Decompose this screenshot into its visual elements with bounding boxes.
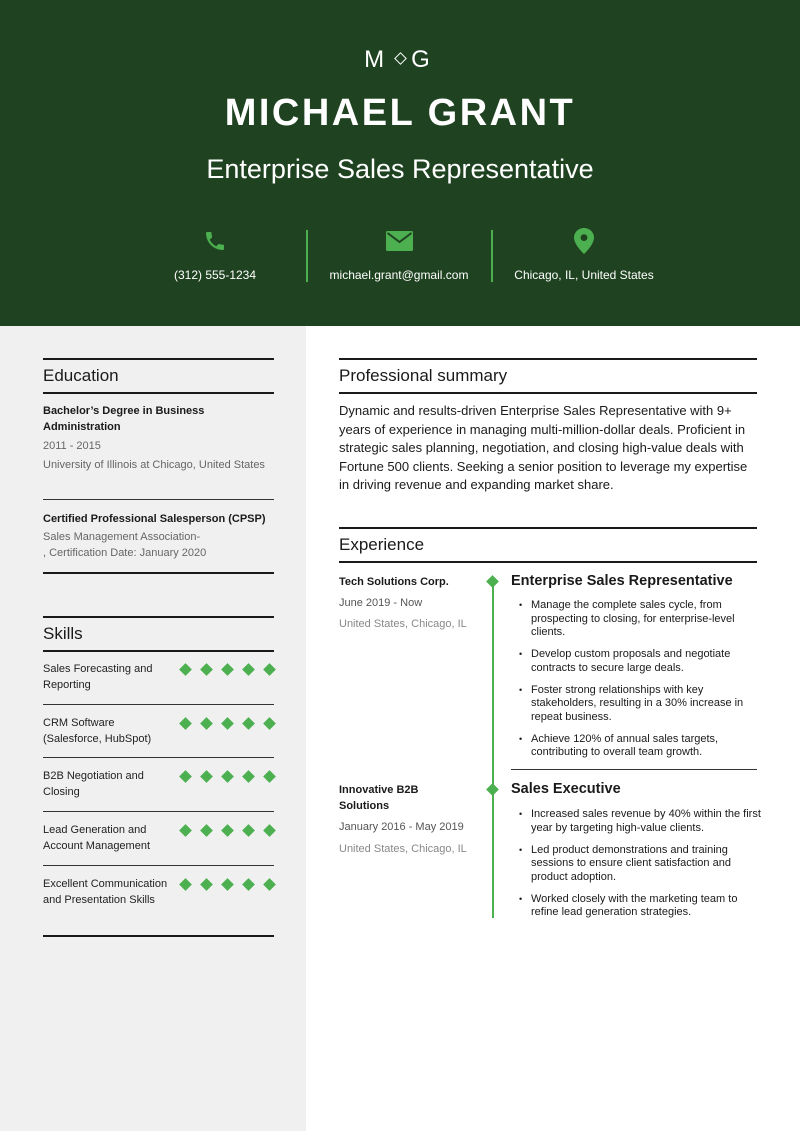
section-rule xyxy=(339,392,757,394)
job-bullet: • Achieve 120% of annual sales targets, contributing to overall team growth. xyxy=(511,733,766,760)
skill-name: B2B Negotiation and Closing xyxy=(43,770,144,798)
section-rule xyxy=(43,935,274,937)
section-rule xyxy=(43,392,274,394)
skill-diamond-icon xyxy=(221,824,234,837)
section-rule xyxy=(339,358,757,360)
skill-diamond-icon xyxy=(179,770,192,783)
skill-diamond-icon xyxy=(200,770,213,783)
skill-diamond-icon xyxy=(221,770,234,783)
skill-diamond-icon xyxy=(179,717,192,730)
skills-heading: Skills xyxy=(43,624,83,643)
diamond-icon xyxy=(394,52,407,65)
education-degree: Certified Professional Salesperson (CPSP) xyxy=(43,513,266,525)
contact-location xyxy=(499,228,669,284)
skill-diamond-icon xyxy=(242,717,255,730)
skill-diamond-icon xyxy=(221,717,234,730)
job-role: Sales Executive xyxy=(511,781,621,797)
section-rule xyxy=(339,561,757,563)
skill-name: Excellent Communication and Presentation Skills xyxy=(43,878,168,906)
skill-diamond-icon xyxy=(242,824,255,837)
section-rule xyxy=(43,650,274,652)
education-years: 2011 - 2015 xyxy=(43,440,101,452)
skill-diamond-icon xyxy=(242,878,255,891)
email-icon xyxy=(314,228,484,254)
contact-divider xyxy=(491,230,493,282)
job-location: United States, Chicago, IL xyxy=(339,618,467,630)
education-details: Sales Management Association- , Certification Date: January 2020 xyxy=(43,531,207,559)
section-rule xyxy=(43,616,274,618)
skill-diamond-icon xyxy=(200,824,213,837)
skill-diamond-icon xyxy=(221,878,234,891)
skill-diamond-icon xyxy=(221,663,234,676)
monogram-right: G xyxy=(411,46,436,73)
job-bullets xyxy=(511,808,766,928)
skill-diamond-icon xyxy=(263,663,276,676)
job-company: Innovative B2B Solutions xyxy=(339,784,419,812)
skill-diamond-icon xyxy=(179,878,192,891)
resume-header xyxy=(0,0,800,326)
location-pin-icon xyxy=(499,228,669,254)
timeline-diamond-icon xyxy=(486,575,499,588)
monogram xyxy=(0,46,800,74)
divider xyxy=(43,499,274,500)
skill-diamond-icon xyxy=(263,770,276,783)
skill-name: Lead Generation and Account Management xyxy=(43,824,151,852)
section-rule xyxy=(43,358,274,360)
section-rule xyxy=(43,572,274,574)
phone-text[interactable]: (312) 555-1234 xyxy=(173,268,257,282)
skill-diamond-icon xyxy=(200,878,213,891)
contact-divider xyxy=(306,230,308,282)
skill-rating xyxy=(178,663,276,676)
divider xyxy=(511,769,757,770)
skill-rating xyxy=(178,770,276,783)
skill-rating xyxy=(178,824,276,837)
divider xyxy=(43,704,274,705)
skill-diamond-icon xyxy=(242,770,255,783)
summary-text: Dynamic and results-driven Enterprise Sales Representative with 9+ years of experience in managing multi-million-dollar deals. Proficient in strategic sales planning, negotiation, and closing high-value deals with Fortune 500 clients. Seeking a senior position to leverage my expertise in driving revenue and expanding market share. xyxy=(339,403,748,492)
divider xyxy=(43,811,274,812)
section-rule xyxy=(339,527,757,529)
skill-name: CRM Software (Salesforce, HubSpot) xyxy=(43,717,152,745)
candidate-title: Enterprise Sales Representative xyxy=(206,154,594,184)
skill-diamond-icon xyxy=(263,878,276,891)
job-dates: June 2019 - Now xyxy=(339,597,423,609)
timeline-line xyxy=(492,580,494,918)
job-bullet: • Manage the complete sales cycle, from prospecting to closing, for enterprise-level clients. xyxy=(511,599,766,640)
contact-email xyxy=(314,228,484,284)
monogram-left: M xyxy=(364,46,391,73)
education-degree: Bachelor’s Degree in Business Administration xyxy=(43,405,205,433)
timeline-diamond-icon xyxy=(486,783,499,796)
divider xyxy=(43,865,274,866)
skill-rating xyxy=(178,717,276,730)
job-bullet: • Led product demonstrations and training sessions to ensure client satisfaction and product adoption. xyxy=(511,844,766,885)
summary-heading: Professional summary xyxy=(339,366,508,385)
phone-icon xyxy=(130,228,300,254)
job-location: United States, Chicago, IL xyxy=(339,843,467,855)
skill-diamond-icon xyxy=(179,663,192,676)
skill-diamond-icon xyxy=(179,824,192,837)
skill-diamond-icon xyxy=(263,824,276,837)
job-dates: January 2016 - May 2019 xyxy=(339,821,464,833)
skill-diamond-icon xyxy=(200,663,213,676)
job-bullet: • Worked closely with the marketing team to refine lead generation strategies. xyxy=(511,893,766,920)
skill-diamond-icon xyxy=(263,717,276,730)
job-bullet: • Foster strong relationships with key stakeholders, resulting in a 30% increase in repeat business. xyxy=(511,684,766,725)
divider xyxy=(43,757,274,758)
job-bullet: • Develop custom proposals and negotiate contracts to secure large deals. xyxy=(511,648,766,675)
contact-phone xyxy=(130,228,300,284)
skill-name: Sales Forecasting and Reporting xyxy=(43,663,153,691)
email-text[interactable]: michael.grant@gmail.com xyxy=(329,268,469,282)
experience-heading: Experience xyxy=(339,535,425,554)
skill-diamond-icon xyxy=(200,717,213,730)
job-bullets xyxy=(511,599,766,768)
job-role: Enterprise Sales Representative xyxy=(511,573,733,589)
job-bullet: • Increased sales revenue by 40% within the first year by targeting high-value clients. xyxy=(511,808,766,835)
education-school: University of Illinois at Chicago, United States xyxy=(43,459,265,471)
education-heading: Education xyxy=(43,366,119,385)
location-text: Chicago, IL, United States xyxy=(514,268,654,282)
job-company: Tech Solutions Corp. xyxy=(339,576,449,588)
skill-rating xyxy=(178,878,276,891)
skill-diamond-icon xyxy=(242,663,255,676)
candidate-name: MICHAEL GRANT xyxy=(224,92,576,134)
